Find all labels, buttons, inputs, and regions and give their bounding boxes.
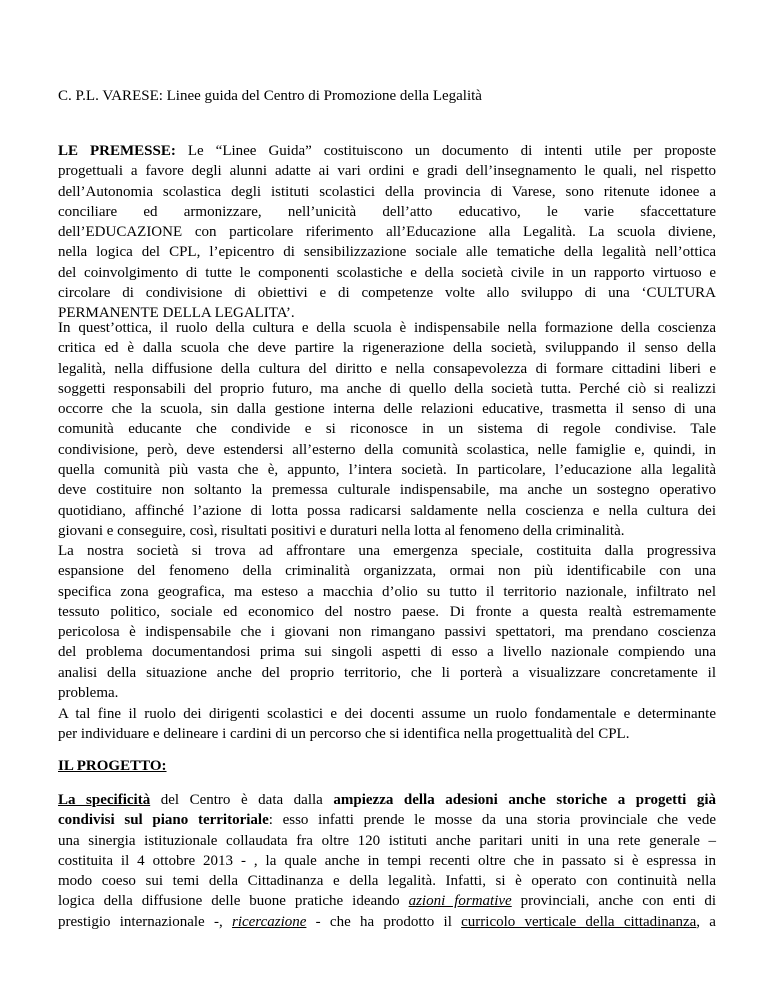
- text-line: del problema documentandosi prima sui singoli aspetti di esso a livello nazionale compiendo una: [58, 644, 716, 661]
- text-line: In quest’ottica, il ruolo della cultura e della scuola è indispensabile nella formazione della coscienza: [58, 320, 716, 336]
- progetto-section: [58, 756, 716, 776]
- text-line: legalità, nella diffusione della cultura del diritto e nella consapevolezza di formare cittadini liberi e: [58, 360, 716, 377]
- text-line: tessuto politico, sociale ed economico del nostro paese. Di fronte a questa realtà estremamente: [58, 603, 716, 620]
- text-line: pericolosa è indispensabile che i giovani non rimangano passivi spettatori, ma prendano coscienza: [58, 624, 716, 641]
- text-line: condivisione, però, deve estendersi all’esterno della comunità scolastica, nelle famiglie e, quindi, in: [58, 441, 716, 458]
- text-line: specifica zona geografica, ma esteso a macchia d’olio su tutto il territorio nazionale, infiltrato nel: [58, 583, 716, 600]
- text-line: condivisi sul piano territoriale: esso infatti prende le mosse da una storia provinciale che vede: [58, 812, 716, 829]
- text-line: progettuali a favore degli alunni adatte ai vari ordini e gradi dell’insegnamento le quali, nel rispetto: [58, 163, 716, 180]
- text-line: conciliare ed armonizzare, nell’unicità dell’atto educativo, le varie sfaccettature: [58, 203, 716, 220]
- text-line: La nostra società si trova ad affrontare una emergenza speciale, costituita dalla progressiva: [58, 543, 716, 559]
- body-paragraph: [58, 318, 716, 541]
- text-line: una sinergia istituzionale collaudata fra oltre 120 istituti anche paritari uniti in una rete generale –: [58, 832, 716, 849]
- text-line: costituita il 4 ottobre 2013 - , la quale anche in tempi recenti oltre che in passato si è espressa in: [58, 852, 716, 869]
- text-line: A tal fine il ruolo dei dirigenti scolastici e dei docenti assume un ruolo fondamentale e determinante: [58, 706, 716, 722]
- text-line: analisi della situazione anche del proprio territorio, che li porterà a visualizzare concretamente il: [58, 664, 716, 681]
- text-line: quotidiano, affinché l’azione di lotta possa radicarsi saldamente nella coscienza e nella cultura dei: [58, 502, 716, 519]
- body-paragraph: [58, 704, 716, 745]
- text-line: espansione del fenomeno della criminalità organizzata, ormai non più identificabile con una: [58, 563, 716, 580]
- text-line: problema.: [58, 685, 119, 702]
- text-line: dell’Autonomia scolastica degli istituti scolastici della provincia di Varese, sono ritenute idonee a: [58, 183, 716, 200]
- text-line: per individuare e delineare i cardini di un percorso che si identifica nella progettualità del CPL.: [58, 726, 630, 743]
- text-line: quella comunità più vasta che è, appunto, l’intera società. In particolare, l’educazione alla legalità: [58, 462, 716, 479]
- text-line: modo coeso sui temi della Cittadinanza e della legalità. Infatti, si è operato con continuità nella: [58, 873, 716, 890]
- document-title: C. P.L. VARESE: Linee guida del Centro di Promozione della Legalità: [58, 88, 482, 104]
- text-line: prestigio internazionale -, ricercazione - che ha prodotto il curricolo verticale della cittadinanza, a: [58, 913, 716, 930]
- text-line: occorre che la scuola, sin dalla gestione interna delle relazioni educative, trasmetta il senso di una: [58, 401, 716, 418]
- text-line: giovani e conseguire, così, risultati positivi e duraturi nella lotta al fenomeno della criminalità.: [58, 522, 625, 539]
- progetto-paragraph: [58, 790, 716, 932]
- text-line: del coinvolgimento di tutte le componenti scolastiche e della società civile in un rapporto virtuoso e: [58, 264, 716, 281]
- section-heading: IL PROGETTO:: [58, 758, 167, 774]
- text-line: logica della diffusione delle buone pratiche ideando azioni formative provinciali, anche con enti di: [58, 893, 716, 910]
- text-line: nella logica del CPL, l’epicentro di sensibilizzazione sociale alle tematiche della legalità nell’ottica: [58, 244, 716, 261]
- text-line: PERMANENTE DELLA LEGALITA’.: [58, 305, 295, 322]
- text-line: circolare di condivisione di obiettivi e di competenze volte allo sviluppo di una ‘CULTURA: [58, 285, 716, 302]
- text-line: LE PREMESSE: Le “Linee Guida” costituiscono un documento di intenti utile per proposte: [58, 143, 717, 159]
- text-line: dell’EDUCAZIONE con particolare riferimento all’Educazione alla Legalità. La scuola diviene,: [58, 224, 716, 241]
- text-line: comunità educante che condivide e si riconosce in un sistema di regole condivise. Tale: [58, 421, 716, 438]
- body-paragraph: [58, 541, 716, 703]
- premesse-paragraph: [58, 141, 716, 324]
- text-line: deve costituire non soltanto la premessa culturale indispensabile, ma anche un sostegno operativo: [58, 482, 716, 499]
- text-line: critica ed è dalla scuola che deve partire la rigenerazione della società, sviluppando il senso della: [58, 340, 716, 357]
- text-line: La specificità del Centro è data dalla ampiezza della adesioni anche storiche a progetti già: [58, 792, 716, 808]
- premesse-label: LE PREMESSE:: [58, 143, 176, 159]
- text-line: soggetti responsabili del proprio futuro, ma anche di quello della società tutta. Perché ciò si realizzi: [58, 380, 716, 397]
